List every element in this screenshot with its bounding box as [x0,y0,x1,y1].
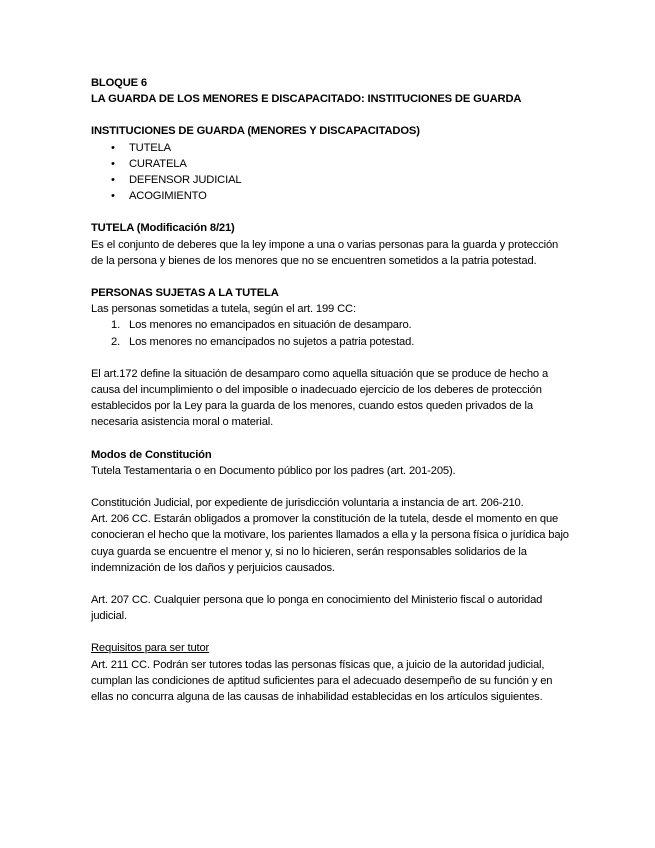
spacer [91,204,571,220]
spacer [91,624,571,640]
document-page [91,75,571,705]
list-item: • TUTELA [91,140,571,156]
tutela-heading: TUTELA (Modificación 8/21) [91,222,235,235]
list-number: 2. [111,335,121,348]
spacer [91,479,571,495]
modos-heading: Modos de Constitución [91,448,212,461]
art206-paragraph: Art. 206 CC. Estarán obligados a promover la constitución de la tutela, desde el momento en que conocieran el hecho que la motivare, los parientes llamados a ella y la persona física o jurídica bajo cuya guarda se encuentre el menor y, si no lo hicieren, serán responsables solidarios de la indemnización de los daños y perjuicios causados. [91,513,569,574]
list-item-text: Los menores no emancipados en situación de desamparo. [129,319,412,332]
art207-paragraph: Art. 207 CC. Cualquier persona que lo ponga en conocimiento del Ministerio fiscal o autoridad judicial. [91,594,543,623]
list-item: • CURATELA [91,156,571,172]
personas-list [91,317,571,349]
institutions-heading: INSTITUCIONES DE GUARDA (MENORES Y DISCAPACITADOS) [91,125,420,138]
list-item [91,334,571,350]
spacer [91,431,571,447]
list-item: • DEFENSOR JUDICIAL [91,172,571,188]
list-number: 1. [111,319,121,332]
testamentaria-paragraph: Tutela Testamentaria o en Documento público por los padres (art. 201-205). [91,464,456,477]
personas-heading: PERSONAS SUJETAS A LA TUTELA [91,287,279,300]
judicial-paragraph: Constitución Judicial, por expediente de jurisdicción voluntaria a instancia de art. 206-210. [91,497,524,510]
tutela-definition: Es el conjunto de deberes que la ley impone a una o varias personas para la guarda y protección de la persona y bienes de los menores que no se encuentren sometidos a la patria potestad. [91,238,559,267]
art211-paragraph: Art. 211 CC. Podrán ser tutores todas las personas físicas que, a juicio de la autoridad judicial, cumplan las condiciones de aptitud suficientes para el adecuado desempeño de su función y en ellas no concurra alguna de las causas de inhabilidad establecidas en los artículos siguientes. [91,658,553,704]
main-title: LA GUARDA DE LOS MENORES E DISCAPACITADO: INSTITUCIONES DE GUARDA [91,93,522,106]
block-label: BLOQUE 6 [91,77,147,89]
spacer [91,350,571,366]
institutions-list [91,140,571,205]
art172-paragraph: El art.172 define la situación de desamparo como aquella situación que se produce de hecho a causa del incumplimiento o del imposible o inadecuado ejercicio de los deberes de protección establecidos por la Ley para la guarda de los menores, cuando estos queden privados de la necesaria asistencia moral o material. [91,367,549,429]
spacer [91,107,571,123]
spacer [91,576,571,592]
requisitos-heading: Requisitos para ser tutor [91,642,210,655]
personas-intro: Las personas sometidas a tutela, según el art. 199 CC: [91,303,356,316]
list-item: • ACOGIMIENTO [91,188,571,204]
list-item-text: Los menores no emancipados no sujetos a patria potestad. [129,335,415,348]
spacer [91,269,571,285]
list-item [91,317,571,333]
